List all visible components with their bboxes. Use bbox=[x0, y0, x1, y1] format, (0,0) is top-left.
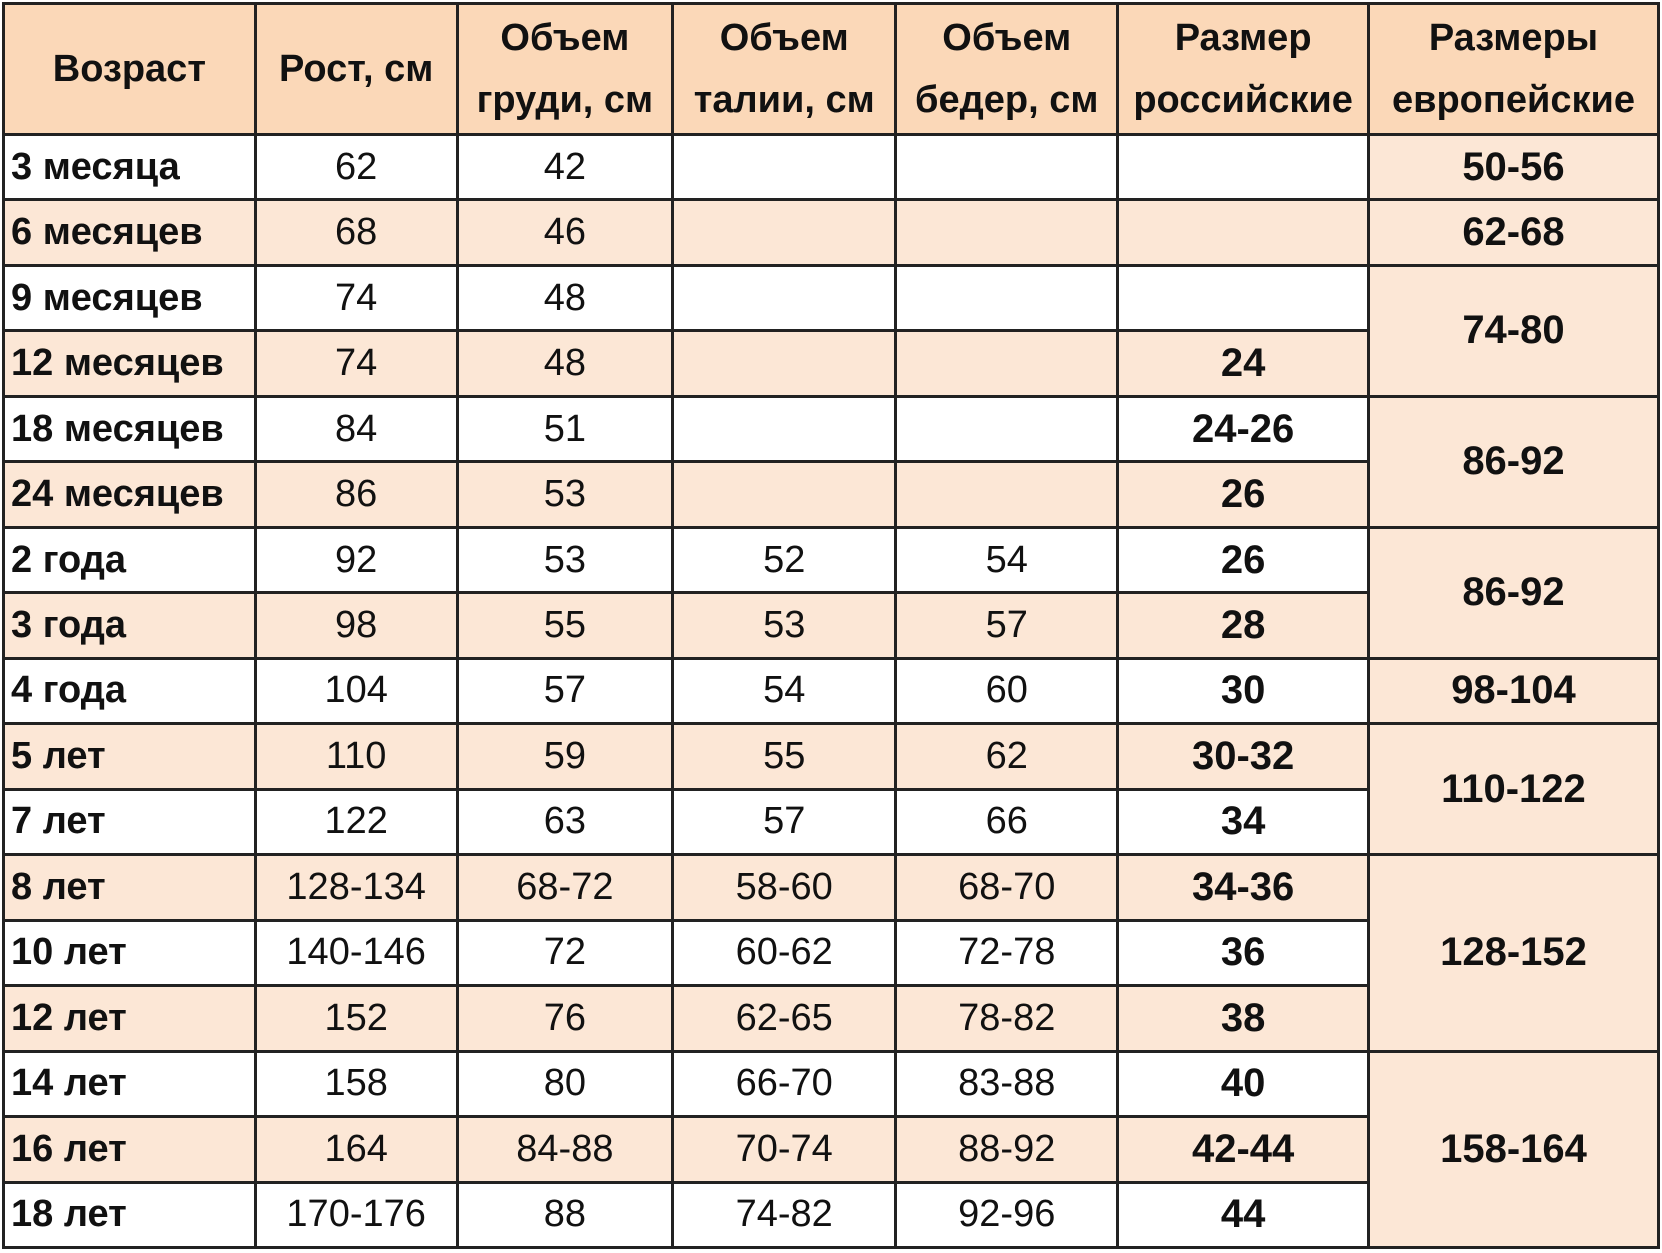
ru-size-cell: 30 bbox=[1118, 658, 1369, 723]
table-body bbox=[4, 135, 1659, 1248]
ru-size-cell bbox=[1118, 265, 1369, 330]
waist-cell: 53 bbox=[673, 593, 896, 658]
eu-size-cell: 98-104 bbox=[1368, 658, 1658, 723]
height-cell: 74 bbox=[255, 265, 457, 330]
chest-cell: 53 bbox=[457, 462, 673, 527]
age-cell: 9 месяцев bbox=[4, 265, 256, 330]
height-cell: 68 bbox=[255, 200, 457, 265]
chest-cell: 48 bbox=[457, 265, 673, 330]
height-cell: 84 bbox=[255, 396, 457, 461]
chest-cell: 55 bbox=[457, 593, 673, 658]
hips-cell: 68-70 bbox=[896, 855, 1118, 920]
ru-size-cell: 26 bbox=[1118, 462, 1369, 527]
chest-cell: 42 bbox=[457, 135, 673, 200]
eu-size-cell: 50-56 bbox=[1368, 135, 1658, 200]
table-row bbox=[4, 724, 1659, 789]
hips-cell: 72-78 bbox=[896, 920, 1118, 985]
waist-cell: 60-62 bbox=[673, 920, 896, 985]
header-waist: Объем талии, см bbox=[673, 4, 896, 135]
eu-size-cell: 128-152 bbox=[1368, 855, 1658, 1051]
hips-cell bbox=[896, 135, 1118, 200]
table-row bbox=[4, 855, 1659, 920]
header-row bbox=[4, 4, 1659, 135]
ru-size-cell: 34 bbox=[1118, 789, 1369, 854]
chest-cell: 57 bbox=[457, 658, 673, 723]
chest-cell: 76 bbox=[457, 986, 673, 1051]
height-cell: 128-134 bbox=[255, 855, 457, 920]
waist-cell: 74-82 bbox=[673, 1182, 896, 1248]
ru-size-cell: 24 bbox=[1118, 331, 1369, 396]
header-eu-size: Размеры европейские bbox=[1368, 4, 1658, 135]
size-table bbox=[2, 2, 1660, 1249]
chest-cell: 80 bbox=[457, 1051, 673, 1116]
hips-cell: 66 bbox=[896, 789, 1118, 854]
waist-cell: 66-70 bbox=[673, 1051, 896, 1116]
chest-cell: 88 bbox=[457, 1182, 673, 1248]
table-row bbox=[4, 527, 1659, 592]
ru-size-cell bbox=[1118, 200, 1369, 265]
height-cell: 104 bbox=[255, 658, 457, 723]
waist-cell bbox=[673, 331, 896, 396]
chest-cell: 68-72 bbox=[457, 855, 673, 920]
age-cell: 14 лет bbox=[4, 1051, 256, 1116]
chest-cell: 72 bbox=[457, 920, 673, 985]
hips-cell bbox=[896, 462, 1118, 527]
ru-size-cell: 36 bbox=[1118, 920, 1369, 985]
height-cell: 86 bbox=[255, 462, 457, 527]
waist-cell bbox=[673, 200, 896, 265]
height-cell: 98 bbox=[255, 593, 457, 658]
hips-cell bbox=[896, 396, 1118, 461]
hips-cell: 57 bbox=[896, 593, 1118, 658]
height-cell: 164 bbox=[255, 1117, 457, 1182]
age-cell: 7 лет bbox=[4, 789, 256, 854]
waist-cell: 57 bbox=[673, 789, 896, 854]
ru-size-cell: 30-32 bbox=[1118, 724, 1369, 789]
age-cell: 6 месяцев bbox=[4, 200, 256, 265]
table-row bbox=[4, 658, 1659, 723]
age-cell: 2 года bbox=[4, 527, 256, 592]
height-cell: 170-176 bbox=[255, 1182, 457, 1248]
age-cell: 4 года bbox=[4, 658, 256, 723]
height-cell: 74 bbox=[255, 331, 457, 396]
ru-size-cell: 38 bbox=[1118, 986, 1369, 1051]
table-row bbox=[4, 265, 1659, 330]
age-cell: 8 лет bbox=[4, 855, 256, 920]
age-cell: 16 лет bbox=[4, 1117, 256, 1182]
hips-cell: 78-82 bbox=[896, 986, 1118, 1051]
waist-cell: 58-60 bbox=[673, 855, 896, 920]
chest-cell: 63 bbox=[457, 789, 673, 854]
waist-cell: 55 bbox=[673, 724, 896, 789]
age-cell: 5 лет bbox=[4, 724, 256, 789]
table-row bbox=[4, 1051, 1659, 1116]
chest-cell: 48 bbox=[457, 331, 673, 396]
height-cell: 92 bbox=[255, 527, 457, 592]
hips-cell bbox=[896, 331, 1118, 396]
header-age: Возраст bbox=[4, 4, 256, 135]
waist-cell: 52 bbox=[673, 527, 896, 592]
chest-cell: 59 bbox=[457, 724, 673, 789]
hips-cell: 60 bbox=[896, 658, 1118, 723]
height-cell: 158 bbox=[255, 1051, 457, 1116]
ru-size-cell: 28 bbox=[1118, 593, 1369, 658]
age-cell: 10 лет bbox=[4, 920, 256, 985]
header-chest: Объем груди, см bbox=[457, 4, 673, 135]
waist-cell bbox=[673, 396, 896, 461]
eu-size-cell: 74-80 bbox=[1368, 265, 1658, 396]
ru-size-cell: 44 bbox=[1118, 1182, 1369, 1248]
age-cell: 3 месяца bbox=[4, 135, 256, 200]
age-cell: 18 месяцев bbox=[4, 396, 256, 461]
height-cell: 152 bbox=[255, 986, 457, 1051]
eu-size-cell: 86-92 bbox=[1368, 396, 1658, 527]
hips-cell: 62 bbox=[896, 724, 1118, 789]
chest-cell: 51 bbox=[457, 396, 673, 461]
chest-cell: 84-88 bbox=[457, 1117, 673, 1182]
waist-cell bbox=[673, 265, 896, 330]
waist-cell bbox=[673, 135, 896, 200]
waist-cell: 54 bbox=[673, 658, 896, 723]
hips-cell bbox=[896, 200, 1118, 265]
header-height: Рост, см bbox=[255, 4, 457, 135]
eu-size-cell: 62-68 bbox=[1368, 200, 1658, 265]
hips-cell: 92-96 bbox=[896, 1182, 1118, 1248]
eu-size-cell: 158-164 bbox=[1368, 1051, 1658, 1247]
height-cell: 140-146 bbox=[255, 920, 457, 985]
age-cell: 12 лет bbox=[4, 986, 256, 1051]
height-cell: 62 bbox=[255, 135, 457, 200]
age-cell: 24 месяцев bbox=[4, 462, 256, 527]
hips-cell: 88-92 bbox=[896, 1117, 1118, 1182]
eu-size-cell: 86-92 bbox=[1368, 527, 1658, 658]
chest-cell: 46 bbox=[457, 200, 673, 265]
eu-size-cell: 110-122 bbox=[1368, 724, 1658, 855]
ru-size-cell: 40 bbox=[1118, 1051, 1369, 1116]
hips-cell: 83-88 bbox=[896, 1051, 1118, 1116]
table-row bbox=[4, 135, 1659, 200]
chest-cell: 53 bbox=[457, 527, 673, 592]
age-cell: 12 месяцев bbox=[4, 331, 256, 396]
ru-size-cell: 24-26 bbox=[1118, 396, 1369, 461]
header-ru-size: Размер российские bbox=[1118, 4, 1369, 135]
hips-cell bbox=[896, 265, 1118, 330]
ru-size-cell: 42-44 bbox=[1118, 1117, 1369, 1182]
height-cell: 122 bbox=[255, 789, 457, 854]
ru-size-cell: 26 bbox=[1118, 527, 1369, 592]
age-cell: 3 года bbox=[4, 593, 256, 658]
waist-cell: 70-74 bbox=[673, 1117, 896, 1182]
table-row bbox=[4, 200, 1659, 265]
height-cell: 110 bbox=[255, 724, 457, 789]
ru-size-cell bbox=[1118, 135, 1369, 200]
table-row bbox=[4, 396, 1659, 461]
waist-cell: 62-65 bbox=[673, 986, 896, 1051]
ru-size-cell: 34-36 bbox=[1118, 855, 1369, 920]
age-cell: 18 лет bbox=[4, 1182, 256, 1248]
header-hips: Объем бедер, см bbox=[896, 4, 1118, 135]
waist-cell bbox=[673, 462, 896, 527]
hips-cell: 54 bbox=[896, 527, 1118, 592]
